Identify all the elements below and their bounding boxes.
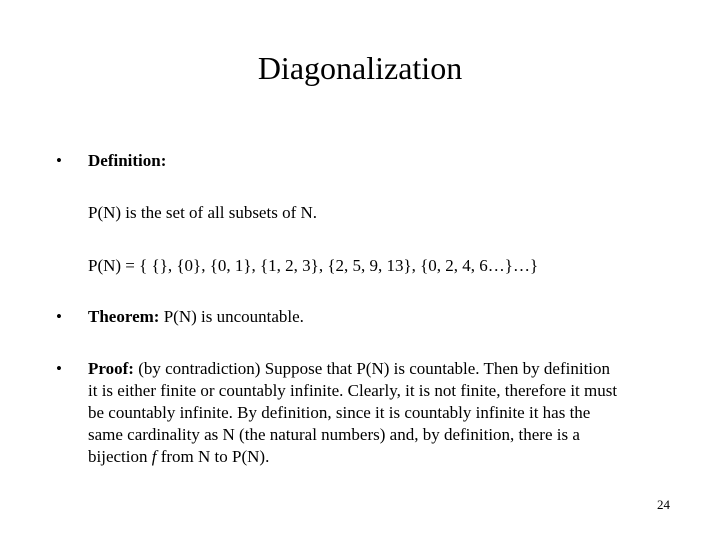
definition-line: P(N) = { {}, {0}, {0, 1}, {1, 2, 3}, {2, 5, 9, 13}, {0, 2, 4, 6…}…}	[88, 256, 539, 275]
proof-line	[88, 446, 654, 468]
definition-label: Definition:	[88, 151, 167, 170]
function-symbol: f	[151, 447, 157, 466]
bullet-icon: •	[56, 359, 62, 378]
theorem-text: P(N) is uncountable.	[159, 307, 304, 326]
definition-line: P(N) is the set of all subsets of N.	[88, 203, 318, 222]
proof-label: Proof:	[88, 359, 134, 378]
page-number: 24	[657, 497, 670, 512]
proof-line	[88, 358, 654, 380]
theorem-label: Theorem:	[88, 307, 160, 326]
slide-title: Diagonalization	[257, 50, 463, 86]
bullet-icon: •	[56, 151, 62, 170]
proof-line: be countably infinite. By definition, since it is countably infinite it has the	[88, 403, 591, 422]
proof-last-suffix: from N to P(N).	[156, 447, 270, 466]
bullet-icon: •	[56, 307, 62, 326]
proof-line: it is either finite or countably infinite. Clearly, it is not finite, therefore it must	[88, 381, 618, 400]
proof-last-prefix: bijection	[88, 447, 152, 466]
proof-text: (by contradiction) Suppose that P(N) is countable. Then by definition	[133, 359, 611, 378]
proof-line: same cardinality as N (the natural numbers) and, by definition, there is a	[88, 425, 580, 444]
